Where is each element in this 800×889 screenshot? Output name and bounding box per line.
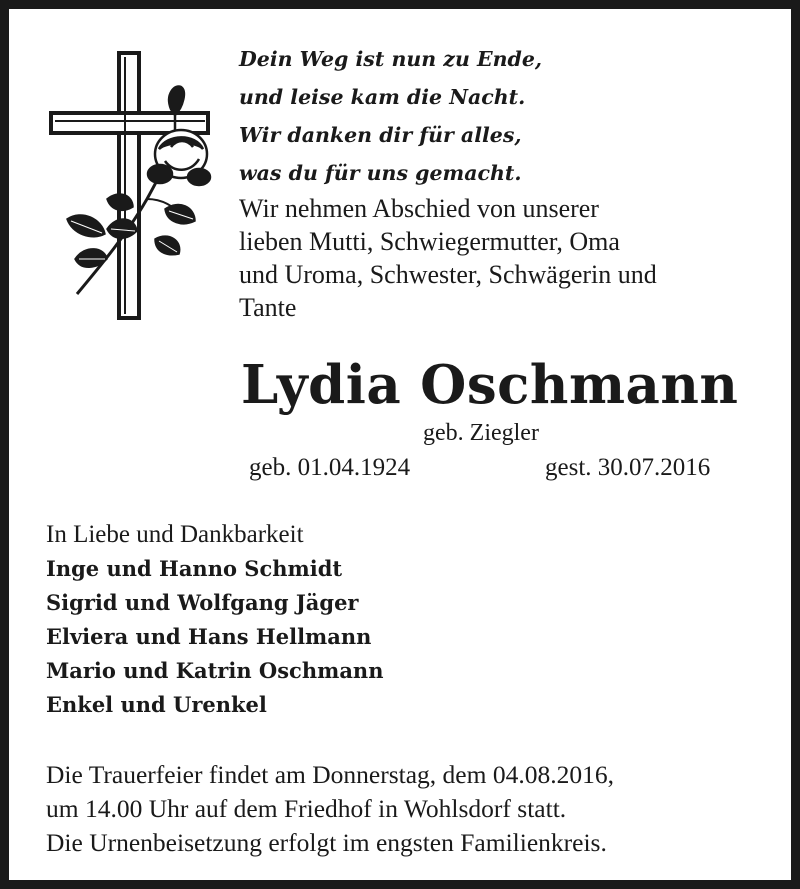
poem-line: Wir danken dir für alles, xyxy=(239,123,522,147)
service-line: um 14.00 Uhr auf dem Friedhof in Wohlsdorf statt. xyxy=(46,794,567,823)
poem-line: Dein Weg ist nun zu Ende, xyxy=(239,47,543,71)
maiden-name: geb. Ziegler xyxy=(423,420,539,446)
deceased-name: Lydia Oschmann xyxy=(241,354,739,416)
mourner-name: Inge und Hanno Schmidt xyxy=(46,556,343,581)
mourner-name: Sigrid und Wolfgang Jäger xyxy=(46,590,359,615)
poem-line: und leise kam die Nacht. xyxy=(239,85,526,109)
intro-line: lieben Mutti, Schwiegermutter, Oma xyxy=(239,227,620,256)
mourner-name: Elviera und Hans Hellmann xyxy=(46,624,372,649)
farewell-intro xyxy=(239,192,784,324)
intro-line: und Uroma, Schwester, Schwägerin und xyxy=(239,260,657,289)
mourner-name: Mario und Katrin Oschmann xyxy=(46,658,384,683)
service-line: Die Trauerfeier findet am Donnerstag, dem 04.08.2016, xyxy=(46,760,614,789)
cross-with-rose-icon xyxy=(47,49,217,324)
mourners-intro: In Liebe und Dankbarkeit xyxy=(46,521,304,548)
intro-line: Tante xyxy=(239,293,297,322)
birth-date: geb. 01.04.1924 xyxy=(249,454,411,481)
poem-line: was du für uns gemacht. xyxy=(239,161,522,185)
service-line: Die Urnenbeisetzung erfolgt im engsten Familienkreis. xyxy=(46,828,607,857)
poem xyxy=(239,40,542,192)
mourner-name: Enkel und Urenkel xyxy=(46,692,267,717)
death-date: gest. 30.07.2016 xyxy=(545,454,711,481)
mourners-list xyxy=(46,518,383,722)
intro-line: Wir nehmen Abschied von unserer xyxy=(239,194,599,223)
funeral-service-info xyxy=(46,758,614,860)
